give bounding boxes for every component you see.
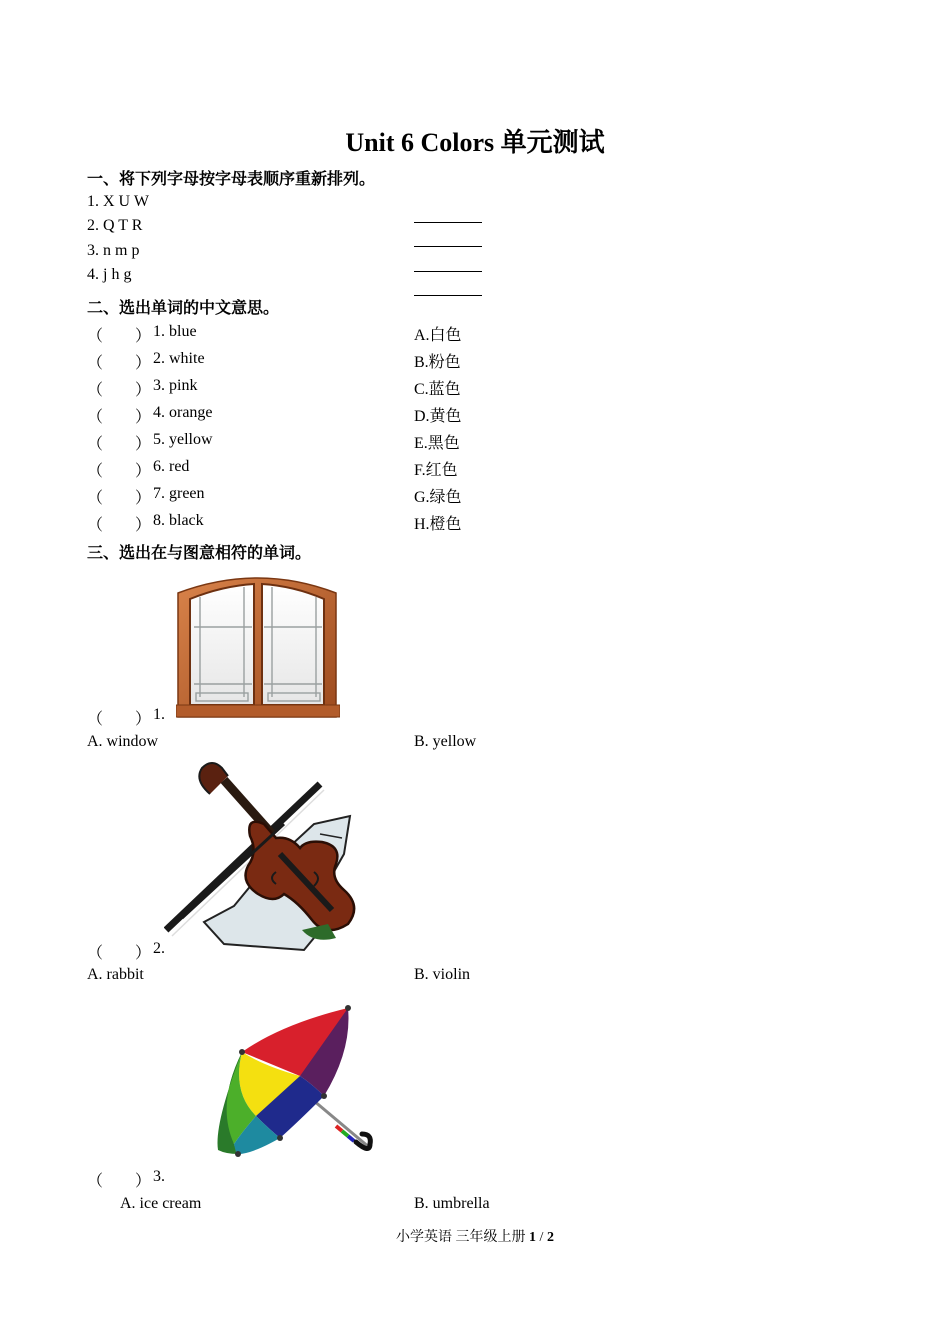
violin-picture-icon xyxy=(164,754,358,954)
q2-number: 2. xyxy=(153,940,165,957)
q2-option-b: B. violin xyxy=(414,966,471,983)
page-title: Unit 6 Colors 单元测试 xyxy=(345,128,605,157)
answer-paren[interactable]: （ ） xyxy=(87,490,152,507)
word-item: 2. white xyxy=(153,350,205,367)
answer-blank-1[interactable] xyxy=(414,210,482,228)
q2-option-a: A. rabbit xyxy=(87,966,144,983)
umbrella-picture-icon xyxy=(212,1004,378,1164)
section3-heading: 三、选出在与图意相符的单词。 xyxy=(87,543,312,562)
q3-option-a: A. ice cream xyxy=(120,1195,202,1212)
word-item: 7. green xyxy=(153,485,205,502)
answer-blank-3[interactable] xyxy=(414,259,482,277)
word-item: 1. blue xyxy=(153,323,197,340)
section2-heading: 二、选出单词的中文意思。 xyxy=(87,298,280,317)
word-item: 3. pink xyxy=(153,377,198,394)
s1-item-1: 1. X U W xyxy=(87,193,149,210)
footer-page-number: 1 xyxy=(529,1230,537,1245)
s1-item-2: 2. Q T R xyxy=(87,217,143,234)
meaning-item: G.绿色 xyxy=(414,489,462,506)
meaning-item: A.白色 xyxy=(414,327,462,344)
q1-option-a: A. window xyxy=(87,733,159,750)
page-footer xyxy=(0,1226,950,1246)
q3-answer-paren[interactable]: （ ） xyxy=(87,1173,152,1190)
answer-paren[interactable]: （ ） xyxy=(87,382,152,399)
answer-blank-2[interactable] xyxy=(414,234,482,252)
answer-blank-4[interactable] xyxy=(414,283,482,301)
word-item: 6. red xyxy=(153,458,190,475)
s1-item-3: 3. n m p xyxy=(87,242,140,259)
q1-number: 1. xyxy=(153,706,165,723)
word-item: 8. black xyxy=(153,512,204,529)
q1-option-b: B. yellow xyxy=(414,733,477,750)
q1-answer-paren[interactable]: （ ） xyxy=(87,711,152,728)
answer-paren[interactable]: （ ） xyxy=(87,517,152,534)
meaning-item: E.黑色 xyxy=(414,435,460,452)
window-picture-icon xyxy=(176,569,340,719)
answer-paren[interactable]: （ ） xyxy=(87,409,152,426)
q2-answer-paren[interactable]: （ ） xyxy=(87,945,152,962)
answer-paren[interactable]: （ ） xyxy=(87,436,152,453)
meaning-item: C.蓝色 xyxy=(414,381,461,398)
footer-text: 小学英语 三年级上册 xyxy=(396,1230,530,1245)
footer-page-total: 2 xyxy=(546,1230,554,1245)
meaning-item: H.橙色 xyxy=(414,516,462,533)
meaning-item: B.粉色 xyxy=(414,354,461,371)
q3-option-b: B. umbrella xyxy=(414,1195,490,1212)
q3-number: 3. xyxy=(153,1168,165,1185)
section1-heading: 一、将下列字母按字母表顺序重新排列。 xyxy=(87,169,376,188)
answer-paren[interactable]: （ ） xyxy=(87,328,152,345)
word-item: 5. yellow xyxy=(153,431,213,448)
answer-paren[interactable]: （ ） xyxy=(87,463,152,480)
footer-separator: / xyxy=(536,1230,547,1245)
s1-item-4: 4. j h g xyxy=(87,266,132,283)
meaning-item: D.黄色 xyxy=(414,408,462,425)
answer-paren[interactable]: （ ） xyxy=(87,355,152,372)
meaning-item: F.红色 xyxy=(414,462,458,479)
word-item: 4. orange xyxy=(153,404,213,421)
